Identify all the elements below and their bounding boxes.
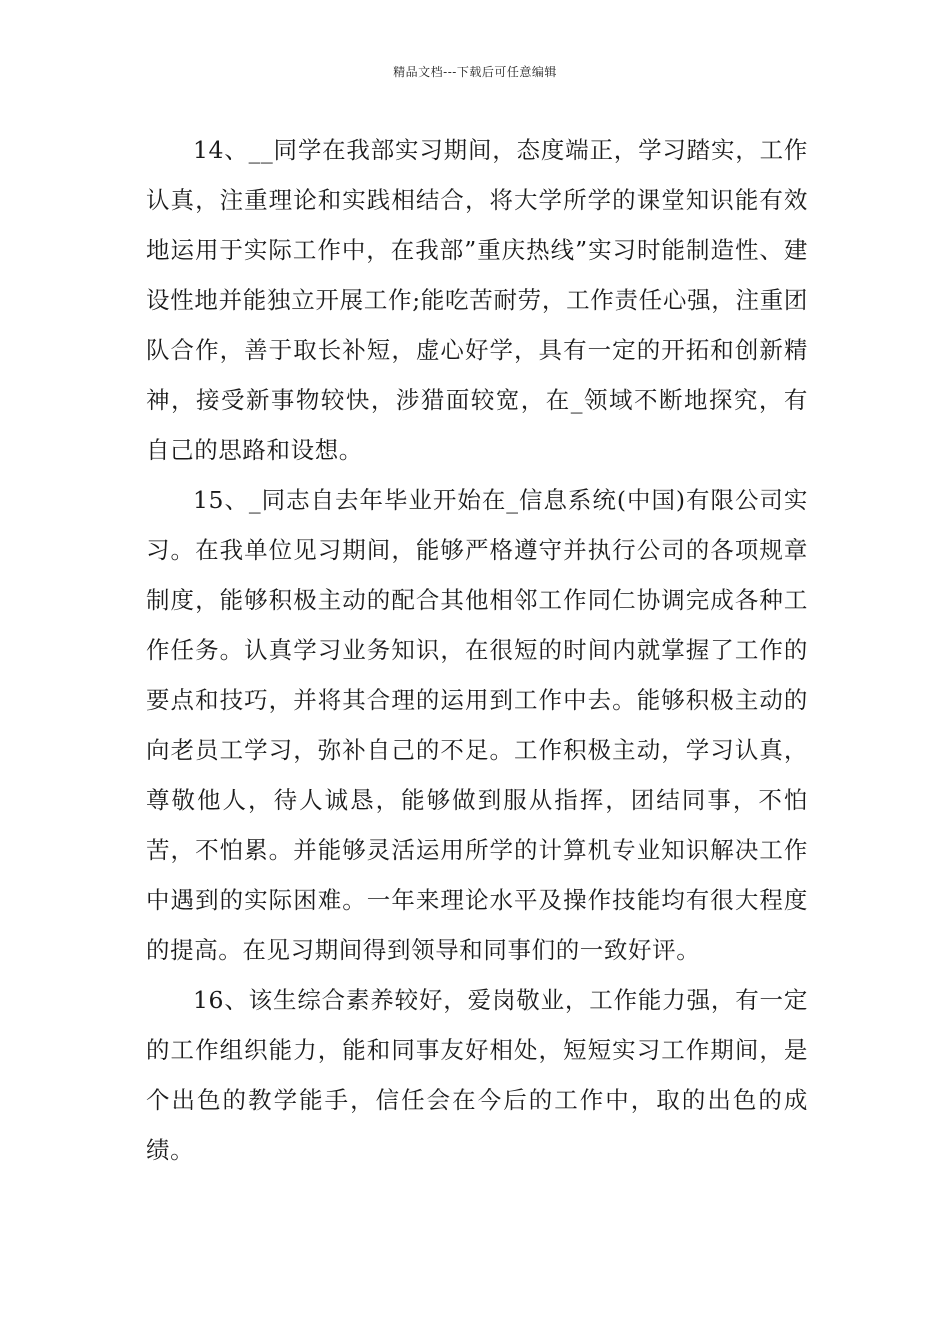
- paragraph-16: 16、该生综合素养较好，爱岗敬业，工作能力强，有一定的工作组织能力，能和同事友好相处，短短实习工作期间，是个出色的教学能手，信任会在今后的工作中，取的出色的成绩。: [146, 986, 808, 1164]
- page-header: 精品文档---下载后可任意编辑: [393, 65, 557, 79]
- paragraph-15: 15、_同志自去年毕业开始在_信息系统(中国)有限公司实习。在我单位见习期间，能够严格遵守并执行公司的各项规章制度，能够积极主动的配合其他相邻工作同仁协调完成各种工作任务。认真学习业务知识，在很短的时间内就掌握了工作的要点和技巧，并将其合理的运用到工作中去。能够积极主动的向老员工学习，弥补自己的不足。工作积极主动，学习认真，尊敬他人，待人诚恳，能够做到服从指挥，团结同事，不怕苦，不怕累。并能够灵活运用所学的计算机专业知识解决工作中遇到的实际困难。一年来理论水平及操作技能均有很大程度的提高。在见习期间得到领导和同事们的一致好评。: [146, 486, 808, 964]
- paragraph-14: 14、__同学在我部实习期间，态度端正，学习踏实，工作认真，注重理论和实践相结合，将大学所学的课堂知识能有效地运用于实际工作中，在我部”重庆热线”实习时能制造性、建设性地并能独立开展工作;能吃苦耐劳，工作责任心强，注重团队合作，善于取长补短，虚心好学，具有一定的开拓和创新精神，接受新事物较快，涉猎面较宽，在_领域不断地探究，有自己的思路和设想。: [146, 136, 808, 464]
- document-body: [146, 125, 808, 1175]
